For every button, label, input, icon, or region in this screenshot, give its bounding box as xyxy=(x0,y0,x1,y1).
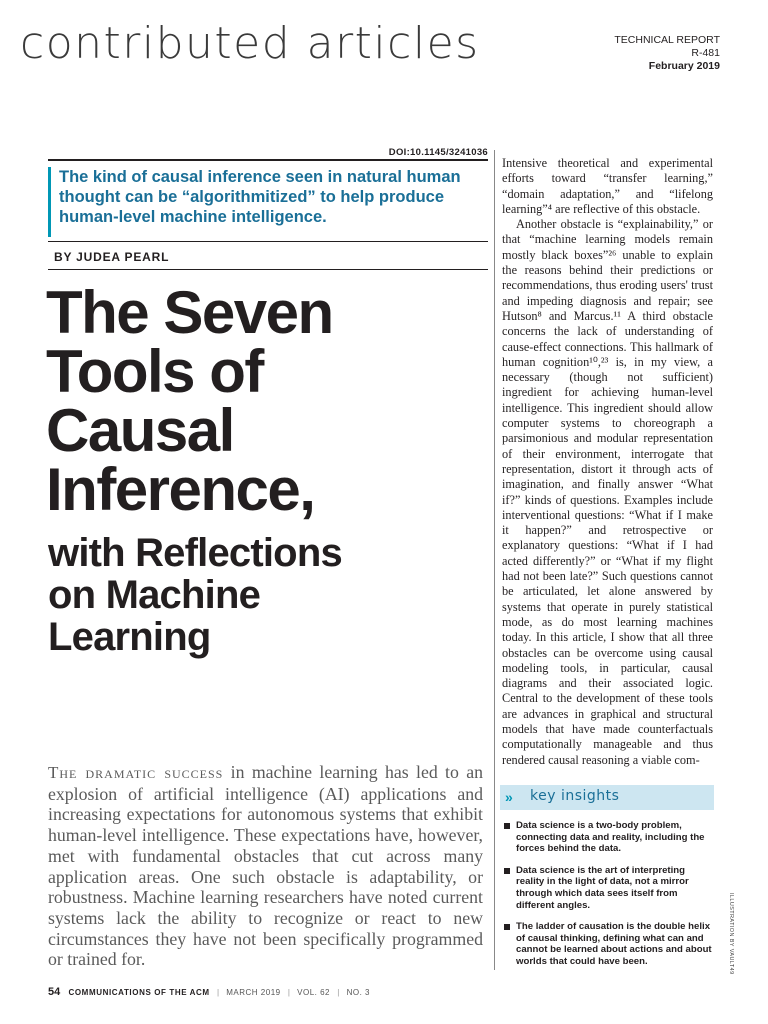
insight-text: Data science is the art of interpreting reality in the light of data, not a mirror through which data sees itself from different angles. xyxy=(516,864,689,911)
subtitle-line: with Reflections xyxy=(48,531,342,575)
lead-smallcaps: The dramatic success xyxy=(48,763,224,782)
key-insights-list xyxy=(502,820,714,978)
journal-name: COMMUNICATIONS OF THE ACM xyxy=(68,988,210,997)
deck-box xyxy=(48,167,480,237)
report-date: February 2019 xyxy=(648,60,720,72)
top-rule xyxy=(48,159,488,161)
article-subtitle xyxy=(48,532,488,658)
report-number: R-481 xyxy=(691,47,720,59)
insight-text: The ladder of causation is the double helix of causal thinking, defining what can and cannot be learned about actions and about worlds that could have been. xyxy=(516,921,712,967)
list-item xyxy=(502,820,714,855)
footer-separator: | xyxy=(287,988,290,997)
bullet-icon xyxy=(504,823,510,829)
subtitle-line: Learning xyxy=(48,615,211,659)
divider xyxy=(48,269,488,270)
title-line: Inference, xyxy=(46,456,315,523)
page-number: 54 xyxy=(48,986,61,998)
list-item xyxy=(502,921,714,967)
credit-text: ILLUSTRATION BY VAULT49 xyxy=(728,893,734,975)
body-paragraph: Intensive theoretical and experimental efforts toward “transfer learning,” “domain adaptation,” and “lifelong learning”⁴ are reflective of this obstacle. xyxy=(502,156,713,216)
body-paragraph: Another obstacle is “explainability,” or that “machine learning models remain mostly black boxes”²⁶ unable to explain the reasons behind their predictions or recommendations, thus eroding users' trust and impeding diagnosis and repair; see Hutson⁸ and Marcus.¹¹ A third obstacle concerns the lack of understanding of cause-effect connections. This hallmark of human cognition¹⁰,²³ is, in my view, a necessary (though not sufficient) ingredient for achieving human-level intelligence. This ingredient should allow computer systems to choreograph a parsimonious and modular representation of their environment, interrogate that representation, distort it through acts of imagination, and finally answer “What if?” kinds of questions. Examples include interventional questions: “What if I make it happen?” and retrospective or explanatory questions: “What if I had acted differently?” or “What if my flight had not been late?” Such questions cannot be articulated, let alone answered by systems that operate in purely statistical mode, as do most learning machines today. In this article, I show that all three obstacles can be overcome using causal modeling tools, in particular, causal diagrams and their associated logic. Central to the development of these tools are advances in graphical and structural models that have made counterfactuals computationally manageable and thus rendered causal reasoning a viable com- xyxy=(502,217,713,767)
lead-paragraph xyxy=(48,762,483,970)
chevron-right-icon: » xyxy=(505,789,513,805)
volume: VOL. 62 xyxy=(297,988,331,997)
bullet-icon xyxy=(504,924,510,930)
list-item xyxy=(502,865,714,911)
bullet-icon xyxy=(504,868,510,874)
issue-number: NO. 3 xyxy=(346,988,370,997)
report-type: TECHNICAL REPORT xyxy=(614,34,720,46)
title-line: Tools of xyxy=(46,338,263,405)
footer-separator: | xyxy=(216,988,220,997)
section-title: contributed articles xyxy=(20,18,480,69)
byline: BY JUDEA PEARL xyxy=(54,250,170,264)
issue-date: MARCH 2019 xyxy=(226,988,281,997)
insight-text: Data science is a two-body problem, connecting data and reality, including the forces behind the data. xyxy=(516,820,705,855)
technical-report-label xyxy=(614,34,720,73)
deck-text: The kind of causal inference seen in natural human thought can be “algorithmitized” to help produce human-level machine intelligence. xyxy=(59,168,461,226)
title-line: Causal xyxy=(46,397,234,464)
key-insights-label: key insights xyxy=(530,788,620,804)
page-footer xyxy=(48,986,370,998)
article-title xyxy=(46,279,486,523)
lead-text: in machine learning has led to an explosion of artificial intelligence (AI) applications and increasing expectations for autonomous systems that exhibit human-level intelligence. These expectations have, however, met with fundamental obstacles that cut across many application areas. One such obstacle is adaptability, or robustness. Machine learning researchers have noted current systems lack the ability to recognize or react to new circumstances they have not been specifically programmed or trained for. xyxy=(48,762,483,970)
footer-separator: | xyxy=(337,988,340,997)
body-column xyxy=(502,156,713,768)
title-line: The Seven xyxy=(46,279,333,346)
divider xyxy=(48,241,488,242)
illustration-credit xyxy=(726,893,736,973)
subtitle-line: on Machine xyxy=(48,573,261,617)
doi: DOI:10.1145/3241036 xyxy=(388,147,488,158)
column-rule xyxy=(494,150,495,970)
